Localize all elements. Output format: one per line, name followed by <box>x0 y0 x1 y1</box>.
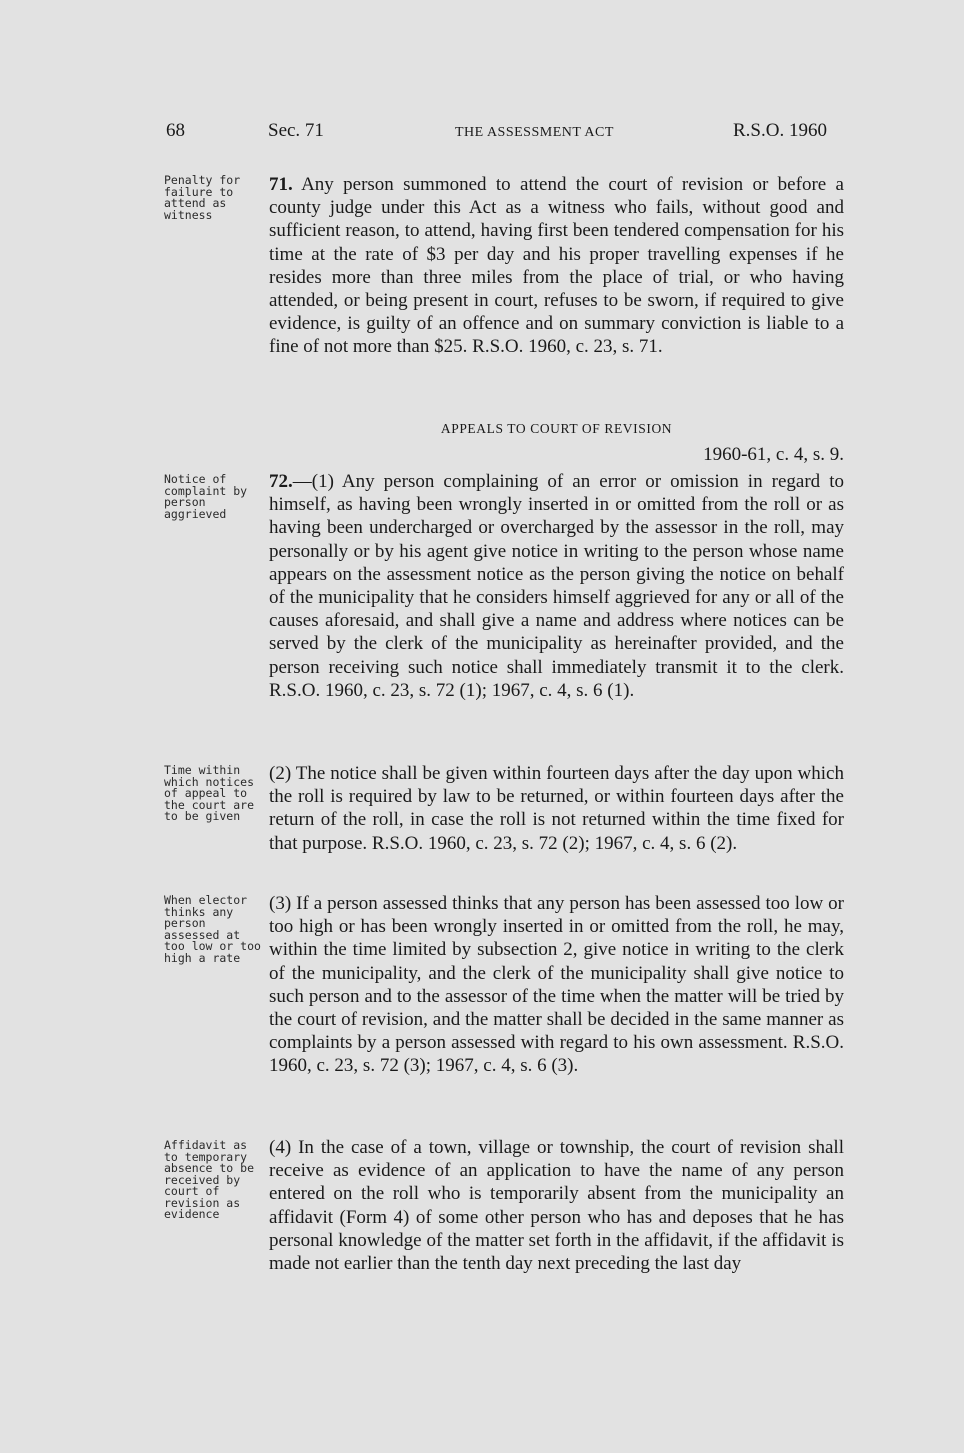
sidenote-72-4: Affidavit as to temporary absence to be received by court of revision as evidence <box>164 1138 255 1221</box>
running-edition: R.S.O. 1960 <box>733 120 827 141</box>
section-71 <box>269 173 844 359</box>
section-72-2-text: (2) The notice shall be given within fourteen days after the day upon which the roll is required by law to be returned, or within fourteen days after the return of the roll, in case the roll is not returned within the time fixed for that purpose. R.S.O. 1960, c. 23, s. 72 (2); 1967, c. 4, s. 6 (2). <box>269 763 844 854</box>
sidenote-72-3: When elector thinks any person assessed at too low or too high a rate <box>164 893 261 965</box>
running-section: Sec. 71 <box>268 120 324 141</box>
sidenote-72-2: Time within which notices of appeal to the court are to be given <box>164 763 255 823</box>
sidenote-72-1: Notice of complaint by person aggrieved <box>164 472 248 521</box>
sidenote-71: Penalty for failure to attend as witness <box>164 173 241 222</box>
heading-amendment-note: 1960-61, c. 4, s. 9. <box>703 444 844 465</box>
section-72-4-text: (4) In the case of a town, village or township, the court of revision shall receive as evidence of an application to have the name of any person entered on the roll who is temporarily absent from the municipality an affidavit (Form 4) of some other person who has and deposes that he has personal knowledge of the matter set forth in the affidavit, if the affidavit is made not earlier than the tenth day next preceding the last day <box>269 1137 844 1275</box>
section-72-1 <box>269 470 844 702</box>
section-71-number: 71. <box>269 174 293 195</box>
section-72-number: 72. <box>269 471 293 492</box>
page-number: 68 <box>166 120 185 141</box>
section-71-text: Any person summoned to attend the court of revision or before a county judge under this Act as a witness who fails, without good and sufficient reason, to attend, having first been tendered compensation for his time at the rate of $3 per day and his proper travelling expenses if he resides more than three miles from the place of trial, or who having attended, or being present in court, refuses to be sworn, if required to give evidence, is guilty of an offence and on summary conviction is liable to a fine of not more than $25. R.S.O. 1960, c. 23, s. 71. <box>269 174 844 358</box>
section-72-1-text: —(1) Any person complaining of an error or omission in regard to himself, as having been wrongly inserted in or omitted from the roll or as having been undercharged or overcharged by the assessor in the roll, may personally or by his agent give notice in writing to the person whose name appears on the assessment notice as the person giving the notice on behalf of the municipality that he considers himself aggrieved for any or all of the causes aforesaid, and shall give a name and address where notices can be served by the clerk of the municipality as hereinafter provided, and the person receiving such notice shall immediately transmit it to the clerk. R.S.O. 1960, c. 23, s. 72 (1); 1967, c. 4, s. 6 (1). <box>269 471 844 701</box>
running-title: THE ASSESSMENT ACT <box>455 125 614 140</box>
section-72-3 <box>269 892 844 1078</box>
section-72-4 <box>269 1136 844 1275</box>
section-heading: APPEALS TO COURT OF REVISION <box>440 421 673 436</box>
section-72-3-text: (3) If a person assessed thinks that any person has been assessed too low or too high or has been wrongly inserted in or omitted from the roll, he may, within the time limited by subsection 2, give notice in writing to the clerk of the municipality, and the clerk of the municipality shall give notice to such person and to the assessor of the time when the matter will be tried by the court of revision, and the matter shall be decided in the same manner as complaints by a person assessed with regard to his own assessment. R.S.O. 1960, c. 23, s. 72 (3); 1967, c. 4, s. 6 (3). <box>269 893 844 1077</box>
section-72-2 <box>269 762 844 855</box>
